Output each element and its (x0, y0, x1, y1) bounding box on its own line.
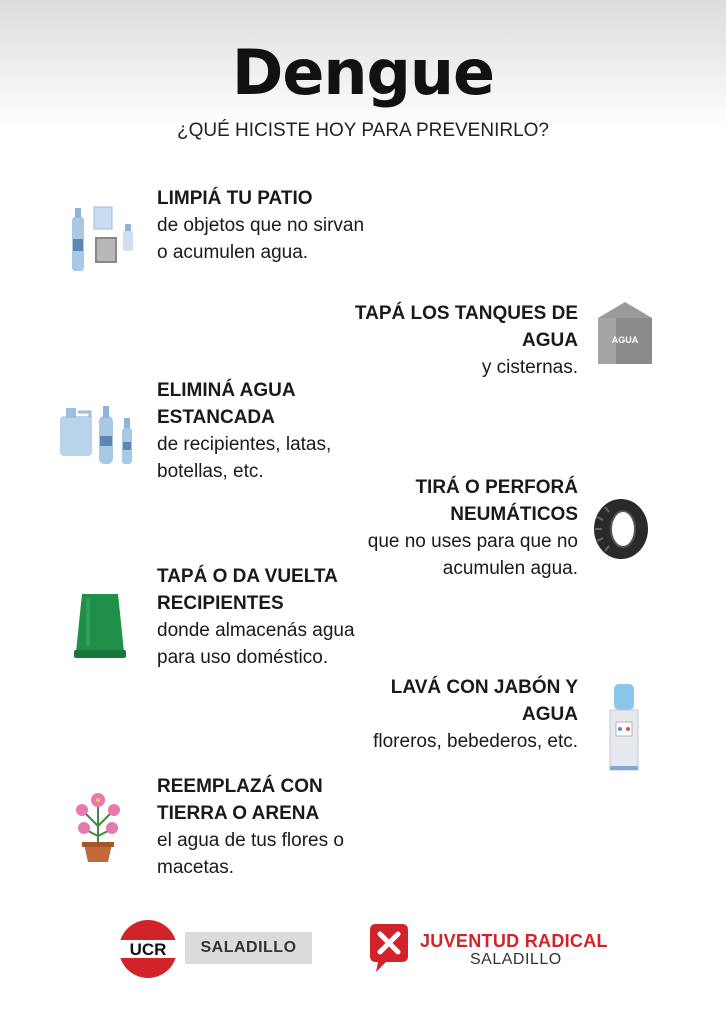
item-text: floreros, bebederos, etc. (373, 731, 578, 752)
bottles-icon (66, 203, 138, 275)
page-subtitle: ¿QUÉ HICISTE HOY PARA PREVENIRLO? (176, 120, 549, 141)
tank-label: AGUA (611, 335, 639, 345)
item-wash-vases (348, 674, 578, 755)
page-title: Dengue (231, 36, 495, 109)
item-dispose-tires (348, 474, 578, 582)
item-text: de recipientes, latas, botellas, etc. (157, 434, 332, 482)
flower-pot-icon (66, 786, 130, 866)
juventud-radical-subtitle: SALADILLO (470, 951, 562, 968)
item-heading: LAVÁ CON JABÓN Y AGUA (390, 677, 578, 725)
item-heading: TIRÁ O PERFORÁ NEUMÁTICOS (415, 477, 578, 525)
water-dispenser-icon (604, 682, 644, 774)
juventud-radical-title: JUVENTUD RADICAL (420, 931, 608, 951)
item-heading: LIMPIÁ TU PATIO (157, 188, 313, 209)
item-text: donde almacenás agua para uso doméstico. (157, 620, 355, 668)
item-heading: TAPÁ O DA VUELTA RECIPIENTES (157, 566, 338, 614)
item-heading: REEMPLAZÁ CON TIERRA O ARENA (157, 776, 323, 824)
ucr-logo (117, 918, 179, 980)
item-remove-stagnant-water (157, 377, 377, 485)
ucr-logo-text: UCR (129, 940, 167, 959)
item-text: y cisternas. (481, 357, 578, 378)
water-tank-icon (592, 298, 658, 370)
bucket-icon (70, 588, 130, 662)
item-cover-containers (157, 563, 377, 671)
juventud-radical-logo-icon (366, 922, 412, 974)
item-heading: TAPÁ LOS TANQUES DE AGUA (354, 303, 578, 351)
item-text: el agua de tus flores o macetas. (157, 830, 344, 878)
tire-icon (591, 497, 651, 561)
item-cover-tanks (348, 300, 578, 381)
containers-icon (56, 402, 138, 468)
item-clean-yard (157, 185, 377, 266)
ucr-saladillo-label: SALADILLO (185, 932, 312, 964)
item-heading: ELIMINÁ AGUA ESTANCADA (157, 380, 295, 428)
item-text: de objetos que no sirvan o acumulen agua. (157, 215, 365, 263)
item-replace-with-soil (157, 773, 387, 881)
item-text: que no uses para que no acumulen agua. (367, 531, 578, 579)
